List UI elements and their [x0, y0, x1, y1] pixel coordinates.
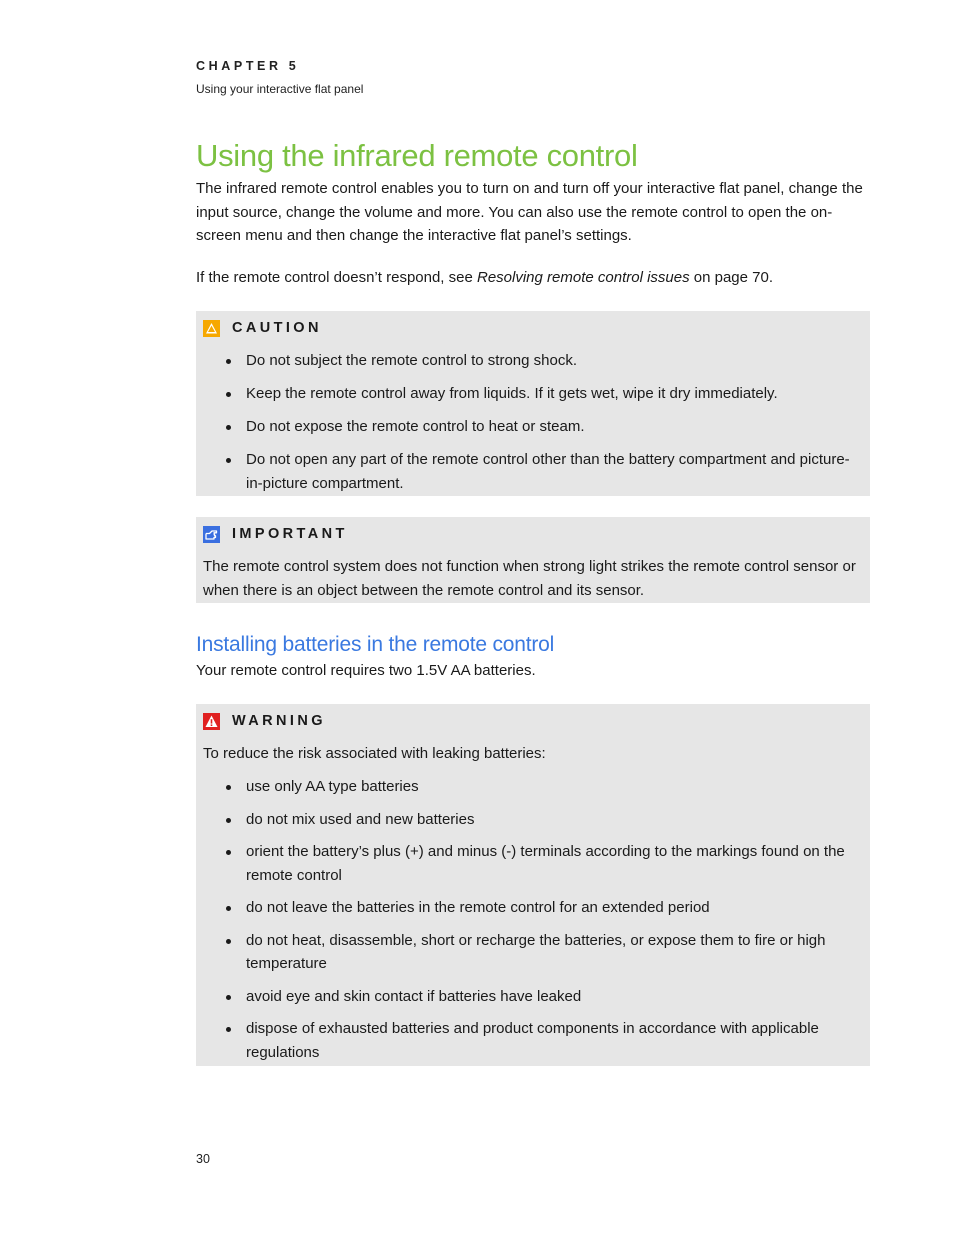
caution-box	[196, 311, 870, 496]
list-item: orient the battery’s plus (+) and minus (-) terminals according to the markings found on the remote control	[196, 840, 870, 887]
pointing-hand-icon	[203, 526, 220, 543]
important-header	[203, 525, 348, 543]
intro-paragraph: The infrared remote control enables you to turn on and turn off your interactive flat panel, change the input source, change the volume and more. You can also use the remote control to open the on-screen menu and then change the interactive flat panel’s settings.	[196, 180, 863, 244]
reference-prefix: If the remote control doesn’t respond, see	[196, 269, 477, 286]
caution-triangle-icon	[203, 320, 220, 337]
warning-header	[203, 712, 326, 730]
page-title: Using the infrared remote control	[196, 138, 638, 173]
important-text: The remote control system does not function when strong light strikes the remote control sensor or when there is an object between the remote control and its sensor.	[203, 558, 856, 599]
warning-box	[196, 704, 870, 1066]
caution-label: CAUTION	[232, 320, 322, 336]
reference-suffix: on page 70.	[689, 269, 774, 286]
caution-header	[203, 319, 322, 337]
list-item: avoid eye and skin contact if batteries have leaked	[196, 985, 870, 1009]
page-number: 30	[196, 1152, 210, 1166]
important-label: IMPORTANT	[232, 526, 348, 542]
warning-list	[196, 775, 870, 1064]
list-item: Do not expose the remote control to heat or steam.	[196, 415, 870, 439]
chapter-label: CHAPTER 5	[196, 59, 300, 73]
list-item: Do not subject the remote control to strong shock.	[196, 349, 870, 373]
list-item: use only AA type batteries	[196, 775, 870, 799]
list-item: do not leave the batteries in the remote control for an extended period	[196, 896, 870, 920]
caution-list	[196, 349, 870, 495]
list-item: do not mix used and new batteries	[196, 808, 870, 832]
list-item: dispose of exhausted batteries and product components in accordance with applicable regulations	[196, 1017, 870, 1064]
list-item: Do not open any part of the remote control other than the battery compartment and picture-in-picture compartment.	[196, 448, 870, 495]
important-box	[196, 517, 870, 603]
reference-paragraph	[196, 266, 872, 290]
list-item: Keep the remote control away from liquids. If it gets wet, wipe it dry immediately.	[196, 382, 870, 406]
reference-link[interactable]: Resolving remote control issues	[477, 269, 690, 286]
subsection-text: Your remote control requires two 1.5V AA batteries.	[196, 662, 536, 679]
warning-intro: To reduce the risk associated with leaking batteries:	[203, 745, 546, 762]
warning-exclamation-icon	[203, 713, 220, 730]
subsection-title: Installing batteries in the remote control	[196, 633, 555, 656]
warning-label: WARNING	[232, 713, 326, 729]
chapter-title: Using your interactive flat panel	[196, 82, 364, 96]
list-item: do not heat, disassemble, short or recharge the batteries, or expose them to fire or high temperature	[196, 929, 870, 976]
